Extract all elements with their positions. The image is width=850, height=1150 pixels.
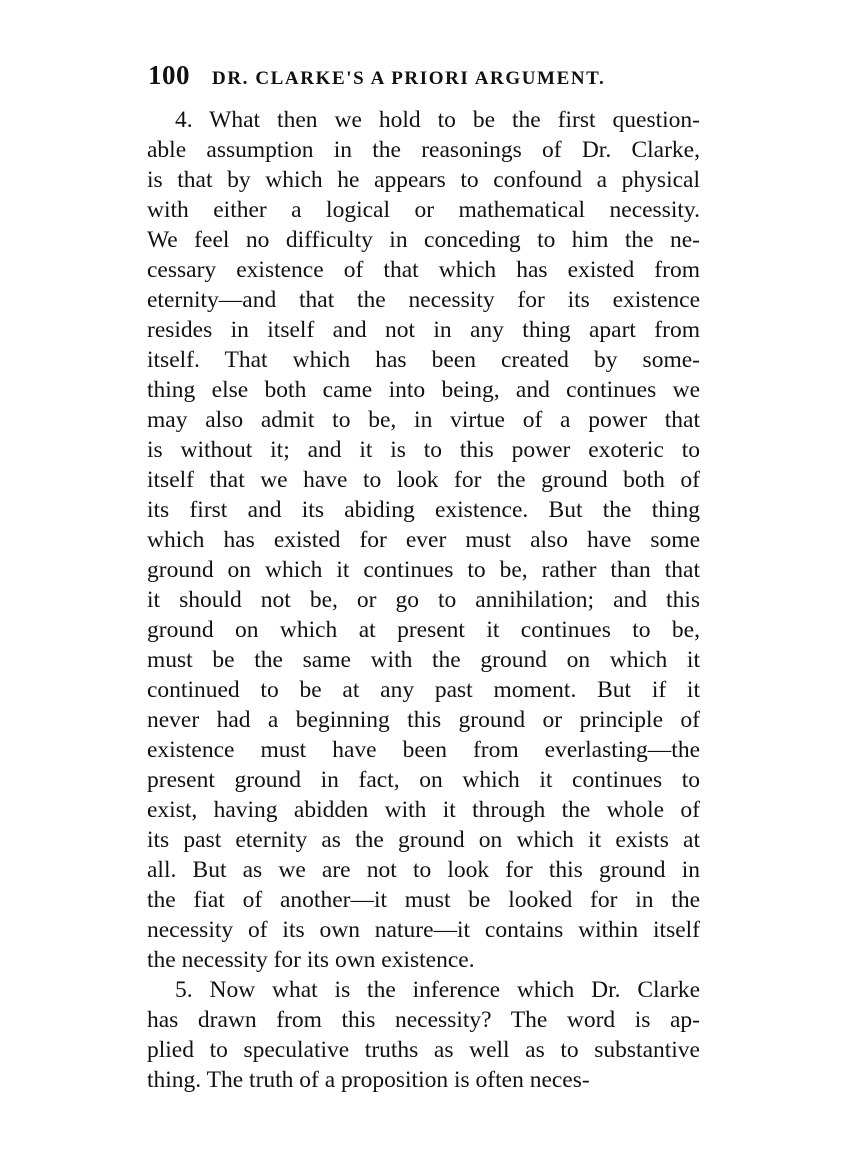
text-line: is that by which he appears to confound a physical (147, 167, 700, 193)
paragraph-5 (147, 975, 700, 1095)
text-line: resides in itself and not in any thing apart from (147, 317, 700, 343)
text-line: existence must have been from everlasting—the (147, 737, 700, 763)
running-head (148, 58, 708, 92)
text-line: its first and its abiding existence. But the thing (147, 497, 700, 523)
text-line: eternity—and that the necessity for its existence (147, 287, 700, 313)
text-line: ground on which it continues to be, rather than that (147, 557, 700, 583)
text-line: never had a beginning this ground or principle of (147, 707, 700, 733)
text-line: continued to be at any past moment. But if it (147, 677, 700, 703)
text-line: ground on which at present it continues to be, (147, 617, 700, 643)
text-line: We feel no difficulty in conceding to him the ne- (147, 227, 700, 253)
text-line: with either a logical or mathematical necessity. (147, 197, 700, 223)
text-line: all. But as we are not to look for this ground in (147, 857, 700, 883)
text-line: exist, having abidden with it through the whole of (147, 797, 700, 823)
text-line: cessary existence of that which has existed from (147, 257, 700, 283)
text-line: must be the same with the ground on which it (147, 647, 700, 673)
text-line: itself that we have to look for the ground both of (147, 467, 700, 493)
text-line: the necessity for its own existence. (147, 947, 475, 973)
text-line: thing else both came into being, and continues we (147, 377, 700, 403)
text-line: plied to speculative truths as well as to substantive (147, 1037, 700, 1063)
text-line: present ground in fact, on which it continues to (147, 767, 700, 793)
text-line: able assumption in the reasonings of Dr. Clarke, (147, 137, 700, 163)
text-line: necessity of its own nature—it contains within itself (147, 917, 700, 943)
text-line: 4. What then we hold to be the first question- (175, 107, 700, 133)
text-line: has drawn from this necessity? The word is ap- (147, 1007, 700, 1033)
text-line: the fiat of another—it must be looked for in the (147, 887, 700, 913)
text-line: itself. That which has been created by some- (147, 347, 700, 373)
text-line: is without it; and it is to this power exoteric to (147, 437, 700, 463)
text-line: may also admit to be, in virtue of a power that (147, 407, 700, 433)
text-line: its past eternity as the ground on which it exists at (147, 827, 700, 853)
paragraph-4 (147, 105, 700, 975)
text-line: it should not be, or go to annihilation; and this (147, 587, 700, 613)
text-line: thing. The truth of a proposition is often neces- (147, 1067, 590, 1093)
running-title: DR. CLARKE'S A PRIORI ARGUMENT. (212, 68, 606, 89)
text-line: 5. Now what is the inference which Dr. Clarke (175, 977, 700, 1003)
text-line: which has existed for ever must also have some (147, 527, 700, 553)
body-text (147, 105, 700, 1095)
page-number: 100 (148, 60, 190, 90)
